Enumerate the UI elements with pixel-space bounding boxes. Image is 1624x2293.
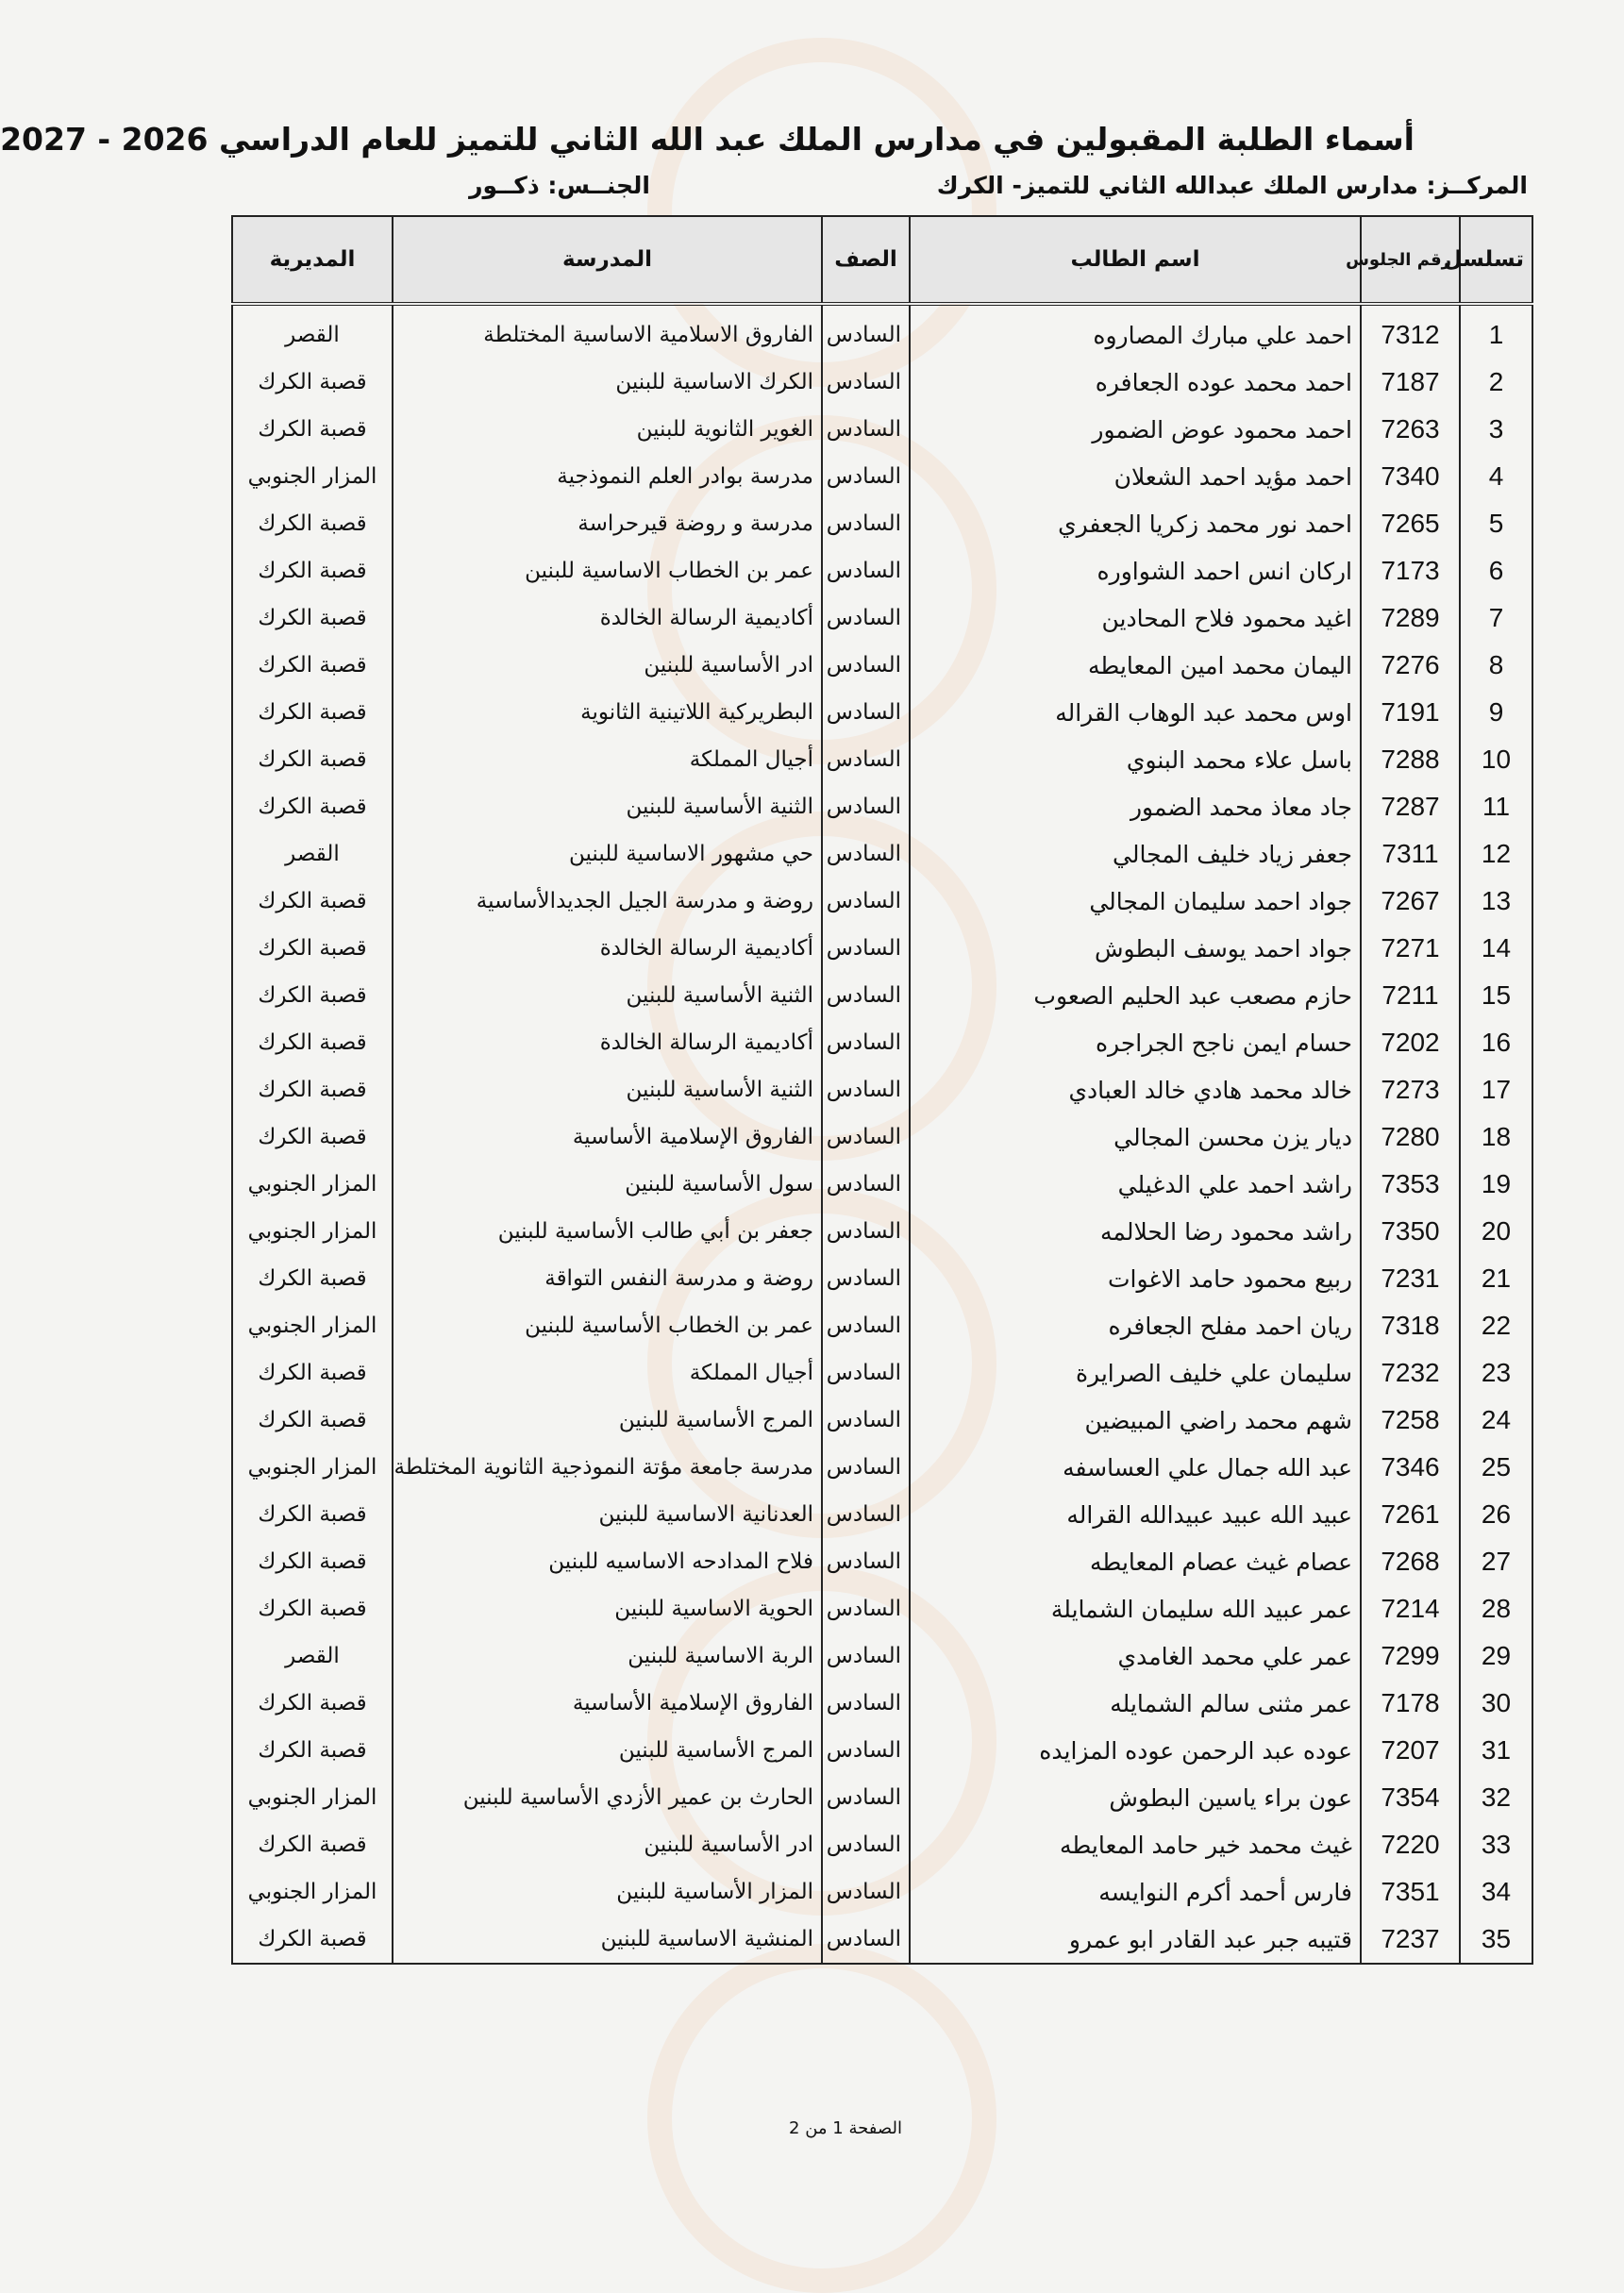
cell-name: عبيد الله عبيد عبيدالله القراله [910, 1491, 1361, 1538]
cell-school: مدرسة بوادر العلم النموذجية [393, 453, 822, 500]
cell-name: ربيع محمود حامد الاغوات [910, 1255, 1361, 1302]
cell-seq: 25 [1460, 1444, 1532, 1491]
cell-grade: السادس [822, 1680, 910, 1727]
table-row [232, 689, 1532, 736]
header-grade: الصف [822, 216, 910, 304]
cell-name: جعفر زياد خليف المجالي [910, 830, 1361, 878]
cell-name: جاد معاذ محمد الضمور [910, 783, 1361, 830]
cell-seq: 7 [1460, 594, 1532, 642]
cell-name: اليمان محمد امين المعايطه [910, 642, 1361, 689]
cell-directorate: قصبة الكرك [232, 925, 393, 972]
table-row [232, 1019, 1532, 1066]
cell-grade: السادس [822, 1349, 910, 1397]
gender-info [469, 172, 650, 199]
cell-seat: 7231 [1361, 1255, 1460, 1302]
cell-school: الفاروق الإسلامية الأساسية [393, 1113, 822, 1161]
cell-grade: السادس [822, 1585, 910, 1632]
document-meta [209, 172, 1528, 209]
cell-school: الحوية الاساسية للبنين [393, 1585, 822, 1632]
cell-grade: السادس [822, 1632, 910, 1680]
cell-name: عمر عبيد الله سليمان الشمايلة [910, 1585, 1361, 1632]
cell-seq: 35 [1460, 1916, 1532, 1964]
cell-grade: السادس [822, 406, 910, 453]
cell-directorate: قصبة الكرك [232, 594, 393, 642]
cell-school: فلاح المدادحه الاساسيه للبنين [393, 1538, 822, 1585]
cell-directorate: قصبة الكرك [232, 1349, 393, 1397]
cell-school: الحارث بن عمير الأزدي الأساسية للبنين [393, 1774, 822, 1821]
cell-directorate: المزار الجنوبي [232, 1774, 393, 1821]
cell-seat: 7263 [1361, 406, 1460, 453]
cell-seq: 15 [1460, 972, 1532, 1019]
cell-school: ادر الأساسية للبنين [393, 642, 822, 689]
cell-seq: 24 [1460, 1397, 1532, 1444]
cell-seat: 7299 [1361, 1632, 1460, 1680]
cell-seq: 34 [1460, 1868, 1532, 1916]
table-body [232, 304, 1532, 1964]
cell-school: الثنية الأساسية للبنين [393, 972, 822, 1019]
table-row [232, 878, 1532, 925]
cell-directorate: المزار الجنوبي [232, 1208, 393, 1255]
cell-seat: 7340 [1361, 453, 1460, 500]
table-row [232, 1113, 1532, 1161]
cell-seq: 17 [1460, 1066, 1532, 1113]
cell-grade: السادس [822, 1019, 910, 1066]
cell-seat: 7318 [1361, 1302, 1460, 1349]
cell-seat: 7351 [1361, 1868, 1460, 1916]
cell-school: المنشية الاساسية للبنين [393, 1916, 822, 1964]
cell-seq: 3 [1460, 406, 1532, 453]
cell-school: حي مشهور الاساسية للبنين [393, 830, 822, 878]
cell-directorate: قصبة الكرك [232, 500, 393, 547]
cell-name: جواد احمد يوسف البطوش [910, 925, 1361, 972]
cell-directorate: قصبة الكرك [232, 878, 393, 925]
cell-seq: 21 [1460, 1255, 1532, 1302]
cell-seat: 7273 [1361, 1066, 1460, 1113]
cell-directorate: قصبة الكرك [232, 1916, 393, 1964]
cell-school: المرج الأساسية للبنين [393, 1727, 822, 1774]
header-name: اسم الطالب [910, 216, 1361, 304]
cell-seat: 7271 [1361, 925, 1460, 972]
cell-name: عمر مثنى سالم الشمايله [910, 1680, 1361, 1727]
gender-value: ذكــور [469, 172, 540, 199]
cell-seat: 7289 [1361, 594, 1460, 642]
cell-grade: السادس [822, 642, 910, 689]
cell-directorate: القصر [232, 1632, 393, 1680]
table-row [232, 1161, 1532, 1208]
cell-directorate: المزار الجنوبي [232, 1161, 393, 1208]
cell-grade: السادس [822, 547, 910, 594]
cell-seat: 7191 [1361, 689, 1460, 736]
table-row [232, 972, 1532, 1019]
table-row [232, 1916, 1532, 1964]
table-row [232, 783, 1532, 830]
cell-grade: السادس [822, 1491, 910, 1538]
table-row [232, 453, 1532, 500]
header-seat: رقم الجلوس [1361, 216, 1460, 304]
cell-directorate: قصبة الكرك [232, 783, 393, 830]
cell-seat: 7276 [1361, 642, 1460, 689]
cell-seat: 7265 [1361, 500, 1460, 547]
table-row [232, 1821, 1532, 1868]
cell-grade: السادس [822, 878, 910, 925]
table-row [232, 1491, 1532, 1538]
cell-directorate: قصبة الكرك [232, 1255, 393, 1302]
cell-seq: 4 [1460, 453, 1532, 500]
cell-grade: السادس [822, 304, 910, 359]
cell-school: عمر بن الخطاب الاساسية للبنين [393, 547, 822, 594]
cell-seq: 1 [1460, 304, 1532, 359]
cell-seat: 7354 [1361, 1774, 1460, 1821]
cell-grade: السادس [822, 736, 910, 783]
cell-name: شهم محمد راضي المبيضين [910, 1397, 1361, 1444]
cell-seq: 20 [1460, 1208, 1532, 1255]
cell-school: عمر بن الخطاب الأساسية للبنين [393, 1302, 822, 1349]
cell-directorate: المزار الجنوبي [232, 1444, 393, 1491]
cell-seat: 7280 [1361, 1113, 1460, 1161]
cell-school: روضة و مدرسة النفس التواقة [393, 1255, 822, 1302]
cell-seat: 7258 [1361, 1397, 1460, 1444]
cell-directorate: قصبة الكرك [232, 736, 393, 783]
cell-grade: السادس [822, 1821, 910, 1868]
cell-name: احمد مؤيد احمد الشعلان [910, 453, 1361, 500]
cell-grade: السادس [822, 500, 910, 547]
table-row [232, 1868, 1532, 1916]
cell-school: العدنانية الاساسية للبنين [393, 1491, 822, 1538]
cell-directorate: قصبة الكرك [232, 1019, 393, 1066]
cell-seat: 7187 [1361, 359, 1460, 406]
cell-school: مدرسة جامعة مؤتة النموذجية الثانوية المختلطة [393, 1444, 822, 1491]
table-row [232, 1538, 1532, 1585]
cell-school: الثنية الأساسية للبنين [393, 1066, 822, 1113]
cell-name: سليمان علي خليف الصرايرة [910, 1349, 1361, 1397]
cell-grade: السادس [822, 1916, 910, 1964]
cell-school: أجيال المملكة [393, 736, 822, 783]
cell-seq: 22 [1460, 1302, 1532, 1349]
cell-directorate: قصبة الكرك [232, 1113, 393, 1161]
table-row [232, 1397, 1532, 1444]
cell-school: البطريركية اللاتينية الثانوية [393, 689, 822, 736]
table-row [232, 1208, 1532, 1255]
cell-name: راشد محمود رضا الحلالمه [910, 1208, 1361, 1255]
cell-seq: 19 [1460, 1161, 1532, 1208]
header-directorate: المديرية [232, 216, 393, 304]
cell-directorate: القصر [232, 830, 393, 878]
table-row [232, 500, 1532, 547]
cell-seq: 8 [1460, 642, 1532, 689]
cell-name: عوده عبد الرحمن عوده المزايده [910, 1727, 1361, 1774]
cell-seq: 30 [1460, 1680, 1532, 1727]
cell-directorate: قصبة الكرك [232, 547, 393, 594]
cell-grade: السادس [822, 1538, 910, 1585]
cell-seat: 7173 [1361, 547, 1460, 594]
cell-name: احمد محمد عوده الجعافره [910, 359, 1361, 406]
table-row [232, 642, 1532, 689]
cell-directorate: قصبة الكرك [232, 406, 393, 453]
cell-directorate: المزار الجنوبي [232, 1868, 393, 1916]
cell-school: الثنية الأساسية للبنين [393, 783, 822, 830]
center-label: المركــز: [1426, 172, 1528, 199]
cell-school: الكرك الاساسية للبنين [393, 359, 822, 406]
cell-grade: السادس [822, 1444, 910, 1491]
cell-school: المرج الأساسية للبنين [393, 1397, 822, 1444]
table-row [232, 594, 1532, 642]
cell-school: أكاديمية الرسالة الخالدة [393, 925, 822, 972]
cell-grade: السادس [822, 1774, 910, 1821]
cell-name: عبد الله جمال علي العساسفه [910, 1444, 1361, 1491]
cell-school: روضة و مدرسة الجيل الجديدالأساسية [393, 878, 822, 925]
cell-name: اوس محمد عبد الوهاب القراله [910, 689, 1361, 736]
page-footer: الصفحة 1 من 2 [789, 2118, 902, 2138]
cell-school: أكاديمية الرسالة الخالدة [393, 594, 822, 642]
cell-name: عصام غيث عصام المعايطه [910, 1538, 1361, 1585]
table-row [232, 1774, 1532, 1821]
cell-seq: 11 [1460, 783, 1532, 830]
cell-grade: السادس [822, 1868, 910, 1916]
cell-seq: 32 [1460, 1774, 1532, 1821]
cell-name: خالد محمد هادي خالد العبادي [910, 1066, 1361, 1113]
cell-name: حازم مصعب عبد الحليم الصعوب [910, 972, 1361, 1019]
cell-seq: 26 [1460, 1491, 1532, 1538]
cell-school: ادر الأساسية للبنين [393, 1821, 822, 1868]
cell-seat: 7211 [1361, 972, 1460, 1019]
table-row [232, 1066, 1532, 1113]
table-row [232, 1585, 1532, 1632]
cell-name: عمر علي محمد الغامدي [910, 1632, 1361, 1680]
cell-seq: 31 [1460, 1727, 1532, 1774]
cell-grade: السادس [822, 594, 910, 642]
cell-seq: 10 [1460, 736, 1532, 783]
cell-seq: 5 [1460, 500, 1532, 547]
cell-school: الفاروق الإسلامية الأساسية [393, 1680, 822, 1727]
cell-directorate: قصبة الكرك [232, 1397, 393, 1444]
cell-seq: 6 [1460, 547, 1532, 594]
table-row [232, 1680, 1532, 1727]
cell-school: أكاديمية الرسالة الخالدة [393, 1019, 822, 1066]
cell-school: جعفر بن أبي طالب الأساسية للبنين [393, 1208, 822, 1255]
cell-seat: 7350 [1361, 1208, 1460, 1255]
cell-seat: 7261 [1361, 1491, 1460, 1538]
cell-name: غيث محمد خير حامد المعايطه [910, 1821, 1361, 1868]
cell-seat: 7311 [1361, 830, 1460, 878]
table-row [232, 1255, 1532, 1302]
cell-name: اركان انس احمد الشواوره [910, 547, 1361, 594]
cell-directorate: قصبة الكرك [232, 1066, 393, 1113]
header-school: المدرسة [393, 216, 822, 304]
cell-seat: 7288 [1361, 736, 1460, 783]
cell-seq: 23 [1460, 1349, 1532, 1397]
cell-directorate: قصبة الكرك [232, 1585, 393, 1632]
cell-seat: 7202 [1361, 1019, 1460, 1066]
cell-grade: السادس [822, 1255, 910, 1302]
center-info [937, 172, 1528, 199]
cell-directorate: قصبة الكرك [232, 359, 393, 406]
table-row [232, 1444, 1532, 1491]
cell-grade: السادس [822, 925, 910, 972]
cell-name: راشد احمد علي الدغيلي [910, 1161, 1361, 1208]
cell-school: أجيال المملكة [393, 1349, 822, 1397]
cell-grade: السادس [822, 689, 910, 736]
cell-seq: 14 [1460, 925, 1532, 972]
cell-grade: السادس [822, 1727, 910, 1774]
cell-school: الربة الاساسية للبنين [393, 1632, 822, 1680]
cell-seq: 13 [1460, 878, 1532, 925]
students-table [231, 215, 1533, 1965]
cell-name: ريان احمد مفلح الجعافره [910, 1302, 1361, 1349]
table-row [232, 1302, 1532, 1349]
cell-directorate: قصبة الكرك [232, 689, 393, 736]
cell-seq: 12 [1460, 830, 1532, 878]
cell-seat: 7214 [1361, 1585, 1460, 1632]
table-row [232, 925, 1532, 972]
cell-seat: 7287 [1361, 783, 1460, 830]
cell-seat: 7232 [1361, 1349, 1460, 1397]
cell-grade: السادس [822, 359, 910, 406]
table-header-row [232, 216, 1532, 304]
cell-name: ديار يزن محسن المجالي [910, 1113, 1361, 1161]
cell-name: احمد نور محمد زكريا الجعفري [910, 500, 1361, 547]
cell-grade: السادس [822, 972, 910, 1019]
header-seq: تسلسل [1460, 216, 1532, 304]
cell-school: الغوير الثانوية للبنين [393, 406, 822, 453]
cell-seat: 7220 [1361, 1821, 1460, 1868]
cell-school: المزار الأساسية للبنين [393, 1868, 822, 1916]
cell-seq: 33 [1460, 1821, 1532, 1868]
cell-name: اغيد محمود فلاح المحادين [910, 594, 1361, 642]
gender-label: الجنــس: [547, 172, 650, 199]
cell-name: جواد احمد سليمان المجالي [910, 878, 1361, 925]
cell-grade: السادس [822, 783, 910, 830]
cell-school: الفاروق الاسلامية الاساسية المختلطة [393, 304, 822, 359]
table-row [232, 1727, 1532, 1774]
cell-seq: 18 [1460, 1113, 1532, 1161]
cell-name: فارس أحمد أكرم النوايسه [910, 1868, 1361, 1916]
cell-grade: السادس [822, 1161, 910, 1208]
cell-directorate: قصبة الكرك [232, 1727, 393, 1774]
cell-name: عون براء ياسين البطوش [910, 1774, 1361, 1821]
cell-grade: السادس [822, 1066, 910, 1113]
cell-school: سول الأساسية للبنين [393, 1161, 822, 1208]
table-row [232, 830, 1532, 878]
cell-directorate: قصبة الكرك [232, 1491, 393, 1538]
cell-seat: 7353 [1361, 1161, 1460, 1208]
cell-grade: السادس [822, 830, 910, 878]
cell-seat: 7267 [1361, 878, 1460, 925]
cell-directorate: قصبة الكرك [232, 1821, 393, 1868]
cell-seat: 7346 [1361, 1444, 1460, 1491]
cell-seq: 9 [1460, 689, 1532, 736]
table-row [232, 304, 1532, 359]
cell-school: مدرسة و روضة قيرحراسة [393, 500, 822, 547]
cell-seq: 2 [1460, 359, 1532, 406]
cell-directorate: المزار الجنوبي [232, 453, 393, 500]
cell-grade: السادس [822, 1113, 910, 1161]
cell-grade: السادس [822, 1397, 910, 1444]
table-row [232, 547, 1532, 594]
cell-name: حسام ايمن ناجح الجراجره [910, 1019, 1361, 1066]
cell-seq: 29 [1460, 1632, 1532, 1680]
table-row [232, 406, 1532, 453]
cell-seat: 7178 [1361, 1680, 1460, 1727]
cell-seat: 7237 [1361, 1916, 1460, 1964]
cell-seat: 7207 [1361, 1727, 1460, 1774]
table-row [232, 1632, 1532, 1680]
cell-directorate: قصبة الكرك [232, 1680, 393, 1727]
cell-grade: السادس [822, 1208, 910, 1255]
cell-seat: 7312 [1361, 304, 1460, 359]
table-row [232, 359, 1532, 406]
cell-directorate: قصبة الكرك [232, 972, 393, 1019]
cell-directorate: القصر [232, 304, 393, 359]
cell-grade: السادس [822, 453, 910, 500]
cell-directorate: المزار الجنوبي [232, 1302, 393, 1349]
center-value: مدارس الملك عبدالله الثاني للتميز- الكرك [936, 172, 1418, 199]
cell-name: قتيبه جبر عبد القادر ابو عمرو [910, 1916, 1361, 1964]
page-title: أسماء الطلبة المقبولين في مدارس الملك عبد الله الثاني للتميز للعام الدراسي 2026 - 2027 [0, 121, 1415, 158]
cell-directorate: قصبة الكرك [232, 642, 393, 689]
cell-seq: 28 [1460, 1585, 1532, 1632]
cell-grade: السادس [822, 1302, 910, 1349]
cell-name: احمد علي مبارك المصاروه [910, 304, 1361, 359]
table-row [232, 736, 1532, 783]
cell-seq: 27 [1460, 1538, 1532, 1585]
cell-seq: 16 [1460, 1019, 1532, 1066]
cell-name: احمد محمود عوض الضمور [910, 406, 1361, 453]
table-row [232, 1349, 1532, 1397]
cell-name: باسل علاء محمد البنوي [910, 736, 1361, 783]
cell-seat: 7268 [1361, 1538, 1460, 1585]
cell-directorate: قصبة الكرك [232, 1538, 393, 1585]
